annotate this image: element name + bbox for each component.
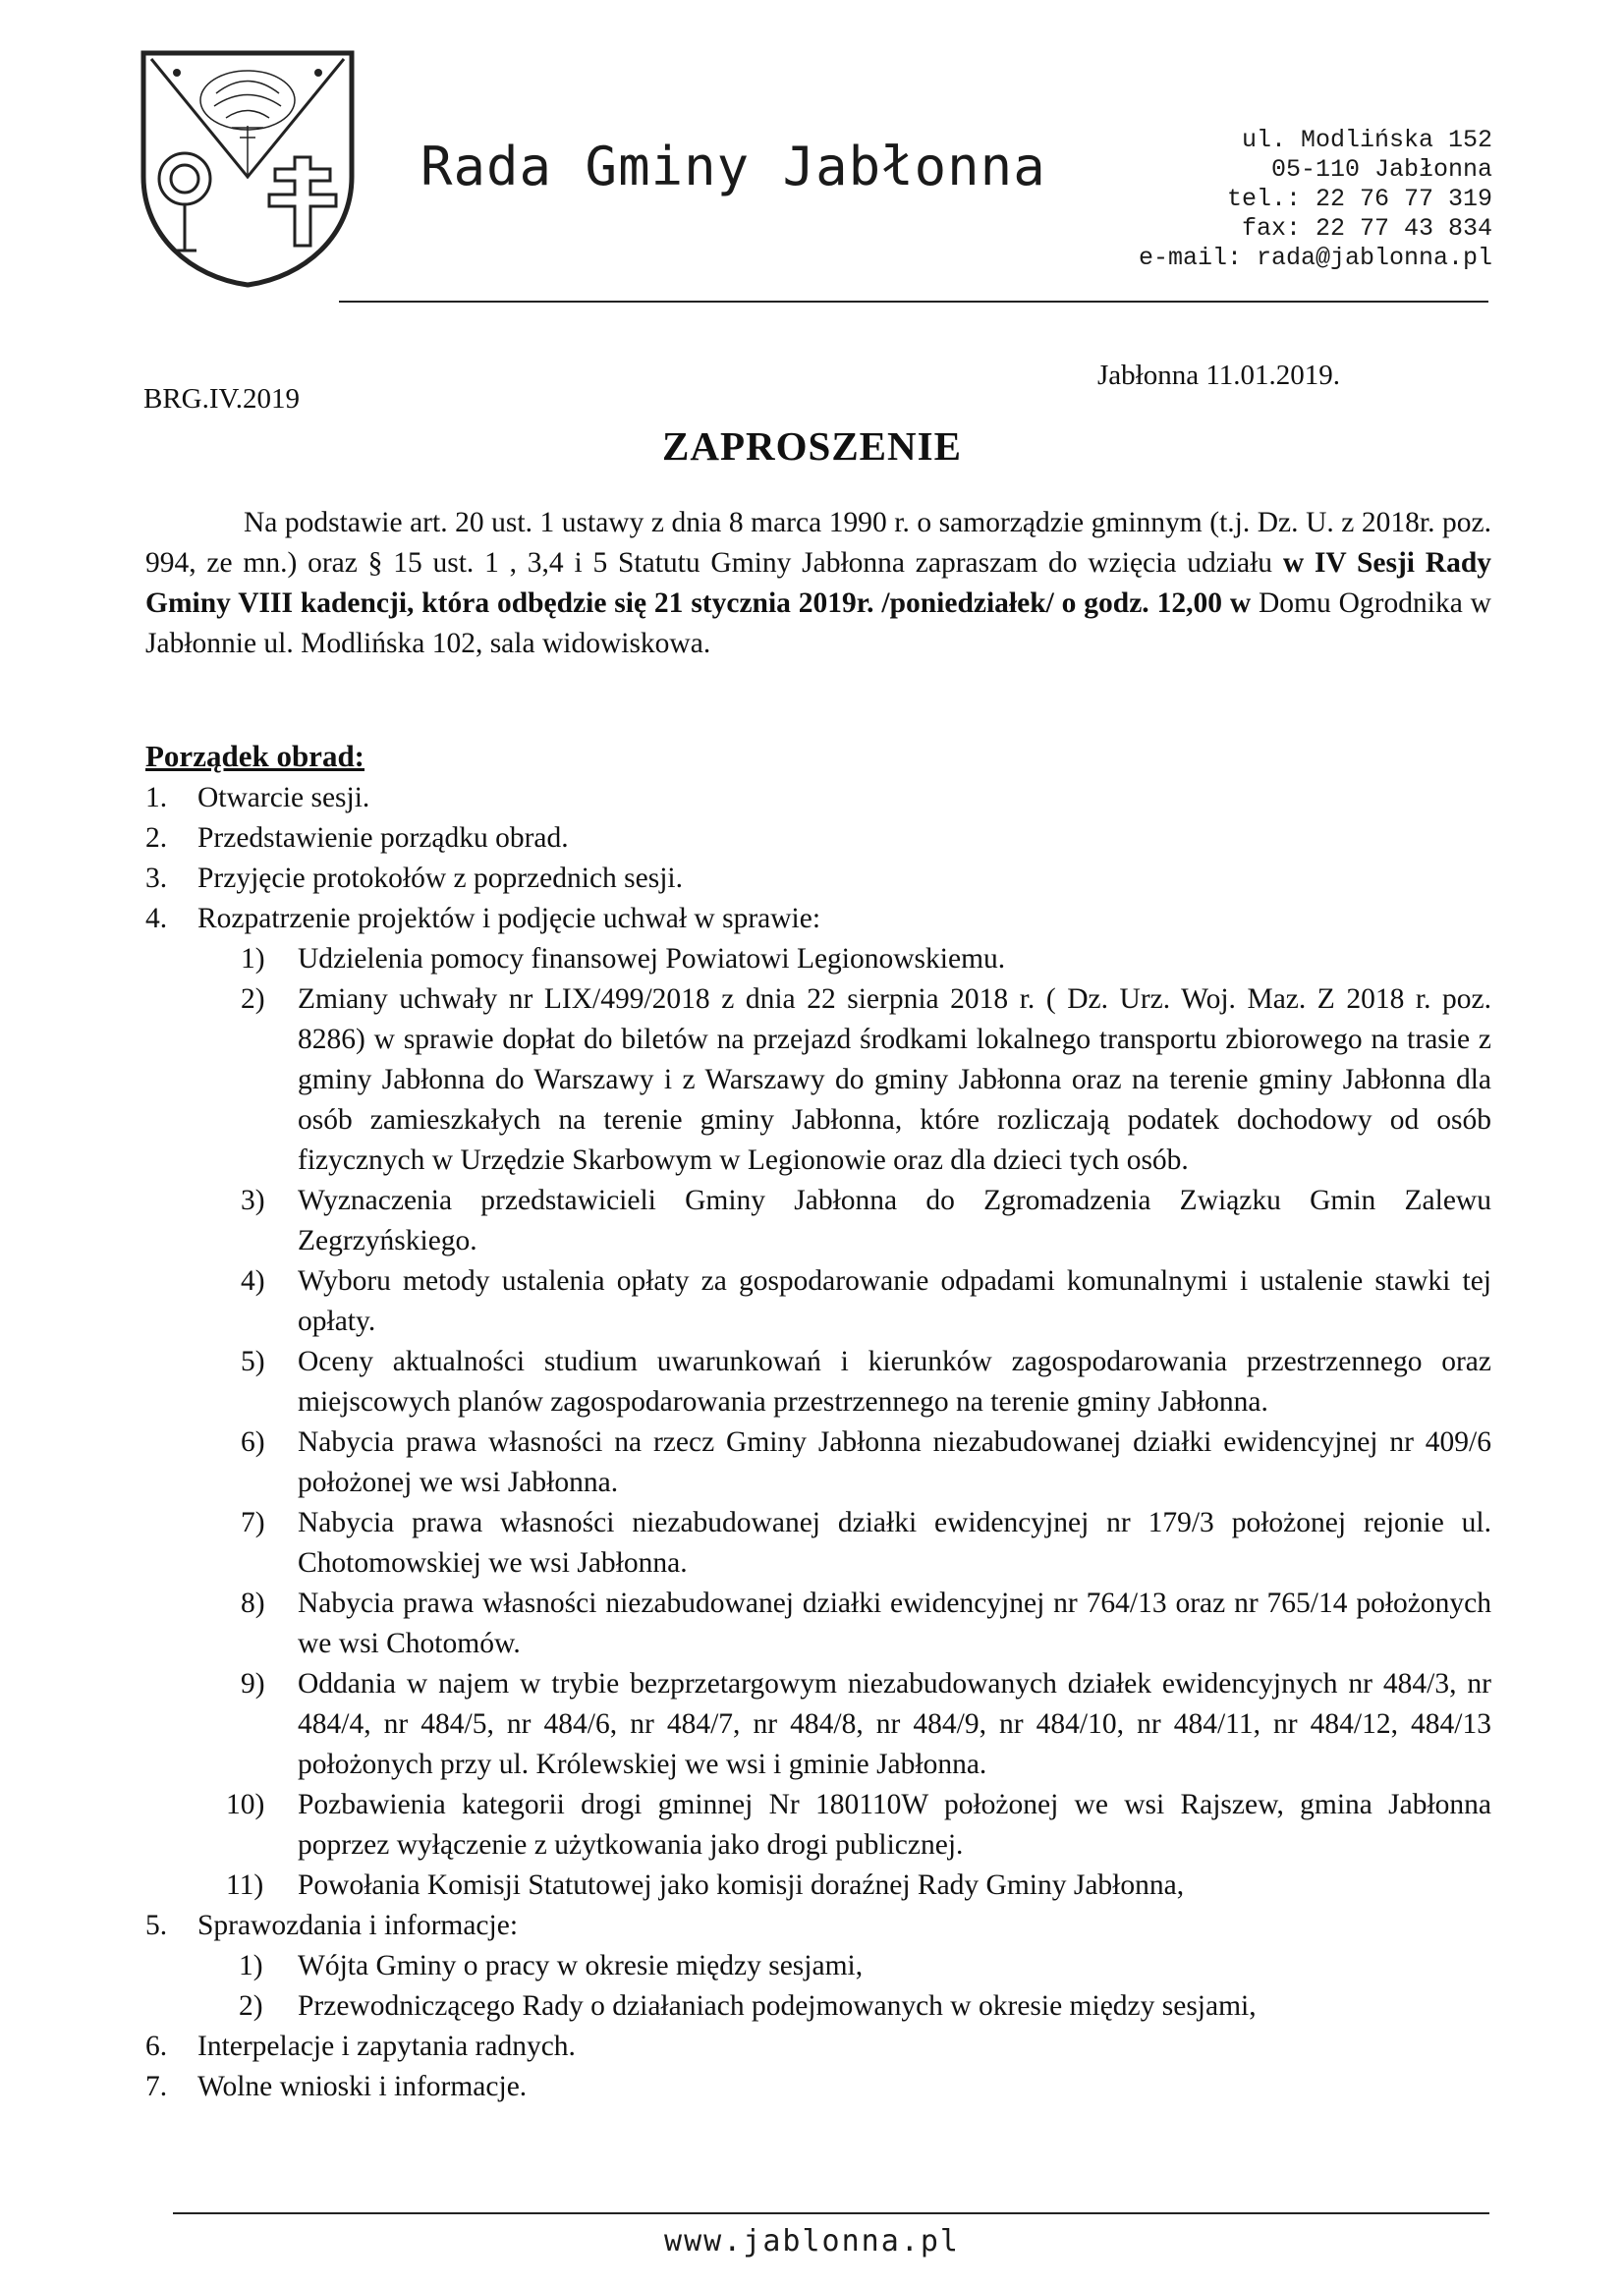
agenda-item-text: Przyjęcie protokołów z poprzednich sesji. (197, 863, 683, 894)
agenda-subitem (192, 1584, 1491, 1664)
agenda-item-number: 2. (145, 822, 168, 854)
document-heading: ZAPROSZENIE (662, 423, 962, 469)
agenda-subitem-number: 8) (241, 1588, 265, 1619)
agenda-item-text: Interpelacje i zapytania radnych. (197, 2031, 576, 2062)
organization-title: Rada Gminy Jabłonna (420, 136, 1046, 197)
agenda-item (145, 899, 1491, 939)
address-email: e-mail: rada@jablonna.pl (1138, 244, 1492, 272)
intro-text-2: Domu Ogrodnika w Jabłonnie ul. Modlińska 102, sala widowiskowa. (145, 587, 1491, 659)
agenda-subitem-number: 2) (241, 983, 265, 1015)
agenda-subitem-number: 9) (241, 1668, 265, 1700)
agenda-subitem-number: 11) (226, 1869, 264, 1901)
agenda-subitem-text: Zmiany uchwały nr LIX/499/2018 z dnia 22 sierpnia 2018 r. ( Dz. Urz. Woj. Maz. Z 2018 r. poz. 8286) w sprawie dopłat do biletów na przejazd środkami lokalnego transportu zbiorowego na trasie z gminy Jabłonna do Warszawy i z Warszawy do gminy Jabłonna oraz na terenie gminy Jabłonna dla osób zamieszkałych na terenie gminy Jabłonna, które rozliczają podatek dochodowy od osób fizycznych w Urzędzie Skarbowym w Legionowie oraz dla dzieci tych osób. (298, 983, 1491, 1176)
agenda-subitem-text: Pozbawienia kategorii drogi gminnej Nr 180110W położonej we wsi Rajszew, gmina Jabłonna poprzez wyłączenie z użytkowania jako drogi publicznej. (298, 1789, 1491, 1861)
agenda-item (145, 2067, 1491, 2107)
agenda-subitem-text: Wyboru metody ustalenia opłaty za gospodarowanie odpadami komunalnymi i ustalenie stawki tej opłaty. (298, 1265, 1491, 1337)
address-tel: tel.: 22 76 77 319 (1226, 185, 1492, 213)
agenda-item-number: 4. (145, 903, 168, 934)
agenda-item-number: 1. (145, 782, 168, 813)
agenda-list (145, 778, 1491, 2107)
intro-text-bold: w IV Sesji Rady Gminy VIII kadencji, która odbędzie się 21 stycznia 2019r. /poniedziałek/ o godz. 12,00 w (145, 547, 1491, 619)
agenda-subitem-number: 4) (241, 1265, 265, 1297)
intro-text-1: Na podstawie art. 20 ust. 1 ustawy z dnia 8 marca 1990 r. o samorządzie gminnym (t.j. Dz. U. z 2018r. poz. 994, ze mn.) oraz § 15 ust. 1 , 3,4 i 5 Statutu Gminy Jabłonna zapraszam do wzięcia udziału (145, 507, 1491, 579)
address-postal: 05-110 Jabłonna (1270, 155, 1492, 184)
document-date: Jabłonna 11.01.2019. (1097, 360, 1341, 391)
agenda-subitem-number: 1) (241, 943, 265, 975)
agenda-subitem (192, 1503, 1491, 1584)
agenda-subitem-text: Udzielenia pomocy finansowej Powiatowi Legionowskiemu. (298, 943, 1006, 975)
agenda-subitem-number: 7) (241, 1507, 265, 1538)
coat-of-arms-logo (138, 49, 358, 289)
agenda-subitem-number: 2) (239, 1990, 263, 2022)
agenda-subitem-text: Przewodniczącego Rady o działaniach podejmowanych w okresie między sesjami, (298, 1990, 1257, 2022)
agenda-item-number: 6. (145, 2031, 168, 2062)
agenda-subitem (239, 1986, 1491, 2027)
agenda-subitem-text: Nabycia prawa własności na rzecz Gminy Jabłonna niezabudowanej działki ewidencyjnej nr 409/6 położonej we wsi Jabłonna. (298, 1426, 1491, 1498)
agenda-subitem-number: 10) (226, 1789, 265, 1820)
agenda-item (145, 2027, 1491, 2067)
agenda-subitem-text: Wójta Gminy o pracy w okresie między sesjami, (298, 1950, 864, 1981)
agenda-item (145, 778, 1491, 818)
footer-divider (173, 2212, 1489, 2214)
agenda-item-text: Przedstawienie porządku obrad. (197, 822, 569, 854)
agenda-item (145, 859, 1491, 899)
agenda-item (145, 818, 1491, 859)
agenda-subitem-text: Oddania w najem w trybie bezprzetargowym niezabudowanych działek ewidencyjnych nr 484/3, nr 484/4, nr 484/5, nr 484/6, nr 484/7, nr 484/8, nr 484/9, nr 484/10, nr 484/11, nr 484/12, 484/13 położonych przy ul. Królewskiej we wsi i gminie Jabłonna. (298, 1668, 1491, 1780)
agenda-item-number: 3. (145, 863, 168, 894)
agenda-item-number: 7. (145, 2071, 168, 2102)
address-block (1139, 126, 1492, 273)
agenda-item-text: Wolne wnioski i informacje. (197, 2071, 528, 2102)
address-fax: fax: 22 77 43 834 (1241, 214, 1492, 243)
agenda-item-number: 5. (145, 1910, 168, 1941)
agenda-subitem-text: Wyznaczenia przedstawicieli Gminy Jabłonna do Zgromadzenia Związku Gmin Zalewu Zegrzyńskiego. (298, 1185, 1491, 1256)
agenda-subitem-text: Nabycia prawa własności niezabudowanej działki ewidencyjnej nr 764/13 oraz nr 765/14 położonych we wsi Chotomów. (298, 1588, 1491, 1659)
footer-website-link[interactable]: www.jablonna.pl (664, 2224, 960, 2258)
agenda-item-text: Sprawozdania i informacje: (197, 1910, 519, 1941)
document-reference: BRG.IV.2019 (143, 383, 300, 415)
agenda-subitem (192, 1342, 1491, 1422)
agenda-subitem-number: 1) (239, 1950, 263, 1981)
intro-paragraph (145, 503, 1491, 664)
agenda-subitem (192, 1261, 1491, 1342)
agenda-subitem (239, 1946, 1491, 1986)
agenda-item-text: Otwarcie sesji. (197, 782, 370, 813)
agenda-subitem (192, 939, 1491, 979)
agenda-subitem-number: 5) (241, 1346, 265, 1377)
agenda-item (145, 1906, 1491, 1946)
agenda-subitem (192, 1181, 1491, 1261)
agenda-subitem-text: Nabycia prawa własności niezabudowanej działki ewidencyjnej nr 179/3 położonej rejonie ul. Chotomowskiej we wsi Jabłonna. (298, 1507, 1491, 1579)
agenda-subitem-number: 6) (241, 1426, 265, 1458)
address-street: ul. Modlińska 152 (1241, 126, 1492, 154)
agenda-subitem (192, 1866, 1491, 1906)
agenda-item-text: Rozpatrzenie projektów i podjęcie uchwał w sprawie: (197, 903, 821, 934)
agenda-subitem (192, 1664, 1491, 1785)
agenda-subitem (192, 979, 1491, 1181)
agenda-subitem-text: Powołania Komisji Statutowej jako komisji doraźnej Rady Gminy Jabłonna, (298, 1869, 1185, 1901)
agenda-subitem (192, 1422, 1491, 1503)
agenda-subitem-number: 3) (241, 1185, 265, 1216)
agenda-subitem (192, 1785, 1491, 1866)
agenda-subitem-text: Oceny aktualności studium uwarunkowań i kierunków zagospodarowania przestrzennego oraz miejscowych planów zagospodarowania przestrzennego na terenie gminy Jabłonna. (298, 1346, 1491, 1418)
header-divider (339, 301, 1488, 303)
agenda-title: Porządek obrad: (145, 739, 365, 773)
